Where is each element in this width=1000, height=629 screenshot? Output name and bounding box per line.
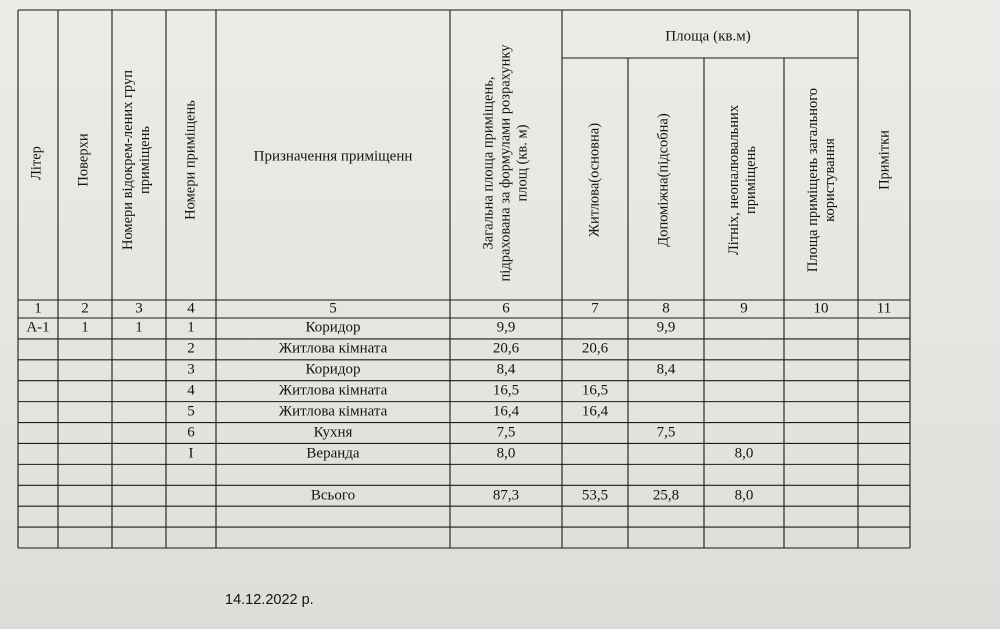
table-cell-summer: 8,0	[734, 445, 754, 462]
table-cell-room: I	[188, 445, 194, 462]
header-auxiliary-area: Допоміжна(підсобна)	[655, 113, 672, 247]
table-cell-total: 8,0	[496, 445, 516, 462]
total-aux-sum: 25,8	[652, 487, 680, 504]
table-cell-living: 20,6	[581, 340, 609, 357]
table-cell-floor: 1	[81, 319, 89, 336]
table-cell-living: 16,4	[581, 403, 609, 420]
header-living-area: Житлова(основна)	[586, 122, 603, 238]
header-purpose: Призначення приміщенн	[253, 148, 413, 165]
table-cell-purpose: Житлова кімната	[278, 340, 388, 357]
header-total-area: Загальна площа приміщень, підрахована за формулами розрахунку площ (кв. м)	[480, 44, 531, 282]
table-cell-purpose: Коридор	[305, 319, 361, 336]
table-cell-room: 5	[187, 403, 195, 420]
header-area-group: Площа (кв.м)	[665, 28, 751, 45]
table-cell-room: 2	[187, 340, 195, 357]
table-cell-purpose: Кухня	[313, 424, 353, 441]
table-cell-purpose: Коридор	[305, 361, 361, 378]
table-cell-room: 4	[187, 382, 195, 399]
table-cell-aux: 8,4	[656, 361, 676, 378]
column-number: 11	[876, 300, 892, 317]
column-number: 3	[135, 300, 143, 317]
table-cell-aux: 9,9	[656, 319, 676, 336]
table-cell-aux: 7,5	[656, 424, 676, 441]
table-cell-liter: А-1	[26, 319, 50, 336]
header-floors: Поверхи	[75, 133, 92, 187]
table-cell-total: 16,4	[492, 403, 520, 420]
table-cell-room: 1	[187, 319, 195, 336]
table-cell-living: 16,5	[581, 382, 609, 399]
header-rooms: Номери приміщень	[182, 100, 199, 220]
column-number: 7	[591, 300, 599, 317]
column-number: 8	[662, 300, 670, 317]
column-number: 10	[813, 300, 829, 317]
table-cell-total: 9,9	[496, 319, 516, 336]
header-summer-area: Літніх, неопалювальних приміщень	[726, 104, 759, 256]
column-number: 5	[329, 300, 337, 317]
total-summer-sum: 8,0	[734, 487, 754, 504]
table-cell-room: 3	[187, 361, 195, 378]
column-number: 2	[81, 300, 89, 317]
table-cell-purpose: Веранда	[306, 445, 360, 462]
table-cell-total: 8,4	[496, 361, 516, 378]
column-number: 4	[187, 300, 195, 317]
table-cell-total: 7,5	[496, 424, 516, 441]
total-area-sum: 87,3	[492, 487, 520, 504]
table-cell-total: 20,6	[492, 340, 520, 357]
header-common-area: Площа приміщень загального користування	[805, 87, 838, 273]
column-number: 1	[34, 300, 42, 317]
table-cell-group: 1	[135, 319, 143, 336]
column-number: 6	[502, 300, 510, 317]
table-cell-total: 16,5	[492, 382, 520, 399]
total-living-sum: 53,5	[581, 487, 609, 504]
header-liter: Літер	[28, 146, 45, 180]
table-cell-room: 6	[187, 424, 195, 441]
header-notes: Примітки	[876, 130, 893, 190]
header-groups: Номери відокрем-лених груп приміщень	[120, 70, 153, 251]
total-label: Всього	[310, 487, 356, 504]
table-cell-purpose: Житлова кімната	[278, 403, 388, 420]
table-cell-purpose: Житлова кімната	[278, 382, 388, 399]
document-date: 14.12.2022 р.	[225, 592, 314, 608]
column-number: 9	[740, 300, 748, 317]
